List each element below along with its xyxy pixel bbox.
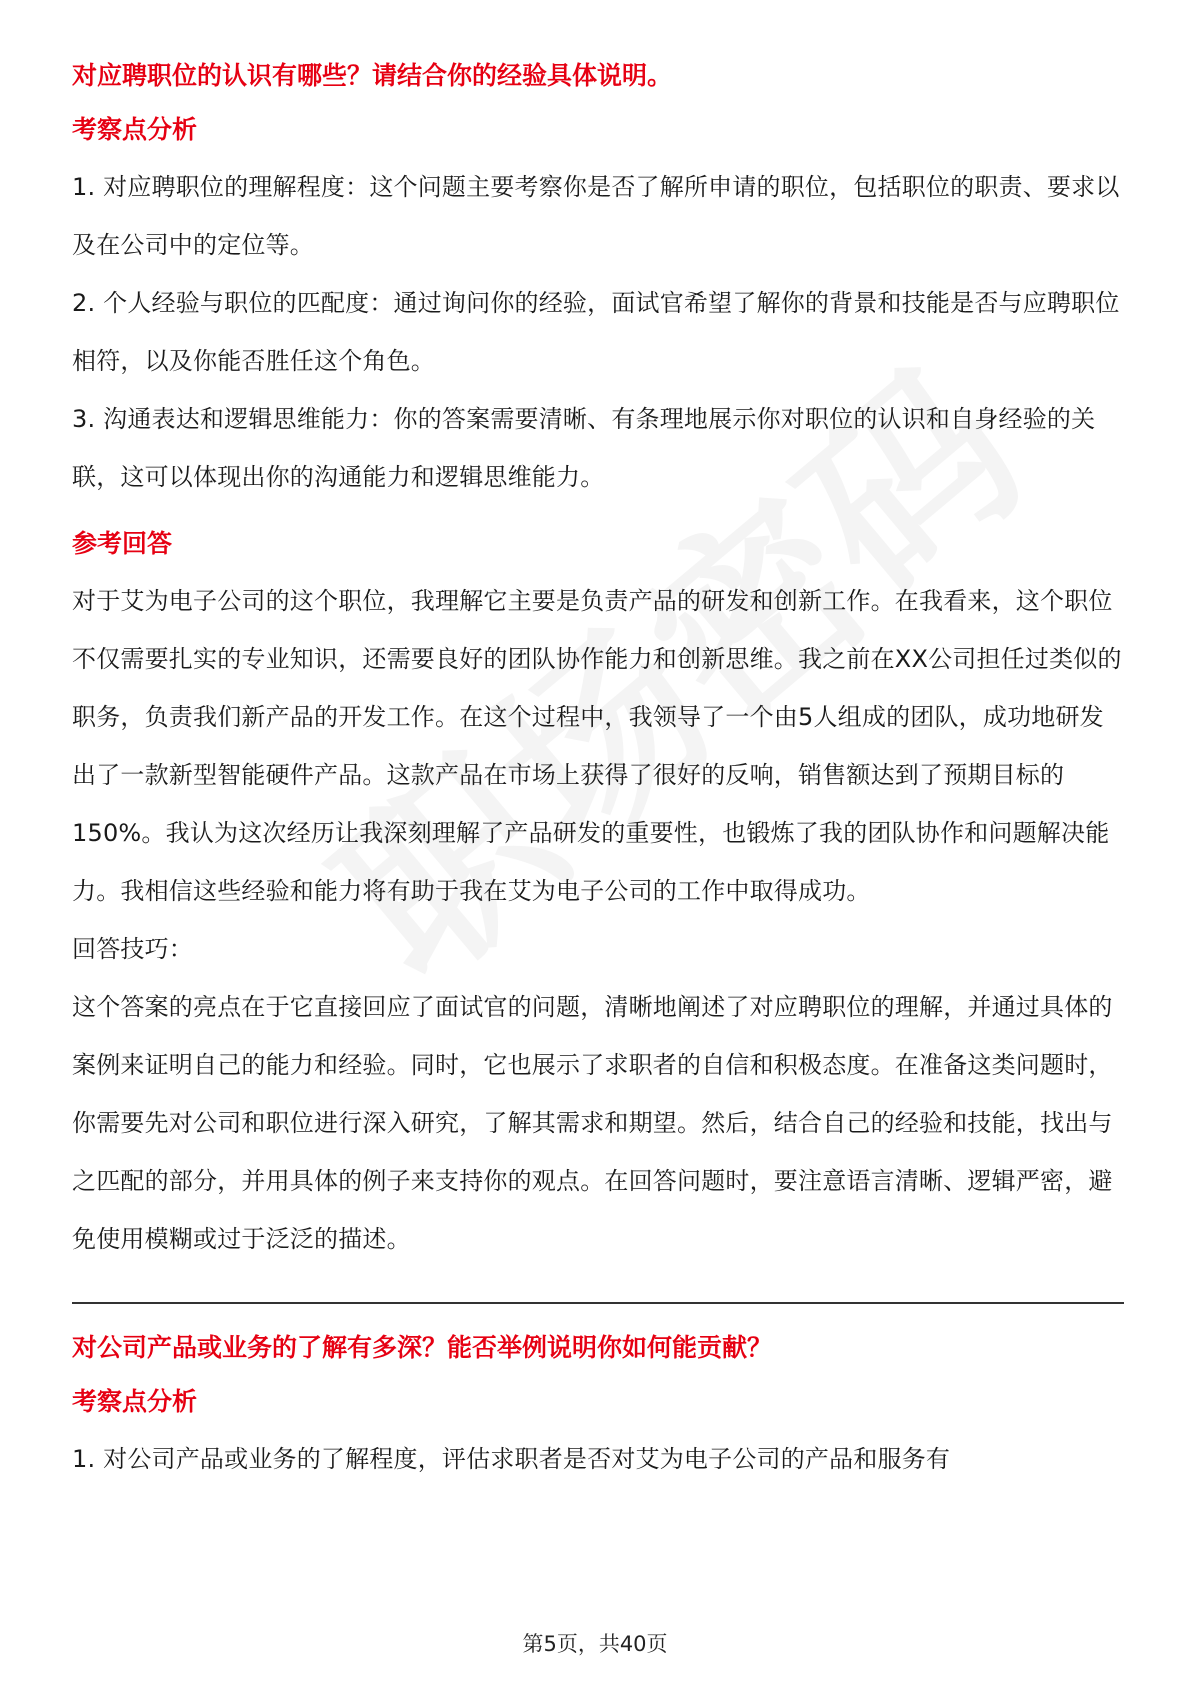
question-2-title: 对公司产品或业务的了解有多深？能否举例说明你如何能贡献？ — [72, 1333, 773, 1362]
question-1-analysis-label: 考察点分析 — [72, 115, 198, 144]
question-1-title: 对应聘职位的认识有哪些？请结合你的经验具体说明。 — [72, 61, 673, 90]
analysis-point: 1. 对应聘职位的理解程度：这个问题主要考察你是否了解所申请的职位，包括职位的职责、要求以及在公司中的定位等。 — [72, 173, 1120, 259]
question-1-tips: 这个答案的亮点在于它直接回应了面试官的问题，清晰地阐述了对应聘职位的理解，并通过具体的案例来证明自己的能力和经验。同时，它也展示了求职者的自信和积极态度。在准备这类问题时，你需要先对公司和职位进行深入研究，了解其需求和期望。然后，结合自己的经验和技能，找出与之匹配的部分，并用具体的例子来支持你的观点。在回答问题时，要注意语言清晰、逻辑严密，避免使用模糊或过于泛泛的描述。 — [72, 993, 1113, 1253]
section-divider — [72, 1302, 1124, 1304]
document-page — [72, 58, 1124, 1488]
analysis-point: 2. 个人经验与职位的匹配度：通过询问你的经验，面试官希望了解你的背景和技能是否与应聘职位相符，以及你能否胜任这个角色。 — [72, 289, 1120, 375]
question-2-analysis-label: 考察点分析 — [72, 1387, 198, 1416]
question-1-answer: 对于艾为电子公司的这个职位，我理解它主要是负责产品的研发和创新工作。在我看来，这个职位不仅需要扎实的专业知识，还需要良好的团队协作能力和创新思维。我之前在XX公司担任过类似的职务，负责我们新产品的开发工作。在这个过程中，我领导了一个由5人组成的团队，成功地研发出了一款新型智能硬件产品。这款产品在市场上获得了很好的反响，销售额达到了预期目标的150%。我认为这次经历让我深刻理解了产品研发的重要性，也锻炼了我的团队协作和问题解决能力。我相信这些经验和能力将有助于我在艾为电子公司的工作中取得成功。 — [72, 587, 1122, 905]
question-1-analysis — [72, 158, 1124, 506]
question-1-tips-label: 回答技巧： — [72, 935, 193, 963]
question-1-answer-label: 参考回答 — [72, 529, 173, 558]
analysis-point: 3. 沟通表达和逻辑思维能力：你的答案需要清晰、有条理地展示你对职位的认识和自身经验的关联，这可以体现出你的沟通能力和逻辑思维能力。 — [72, 405, 1096, 491]
analysis-point: 1. 对公司产品或业务的了解程度，评估求职者是否对艾为电子公司的产品和服务有 — [72, 1445, 951, 1473]
page-footer: 第5页，共40页 — [522, 1632, 668, 1656]
